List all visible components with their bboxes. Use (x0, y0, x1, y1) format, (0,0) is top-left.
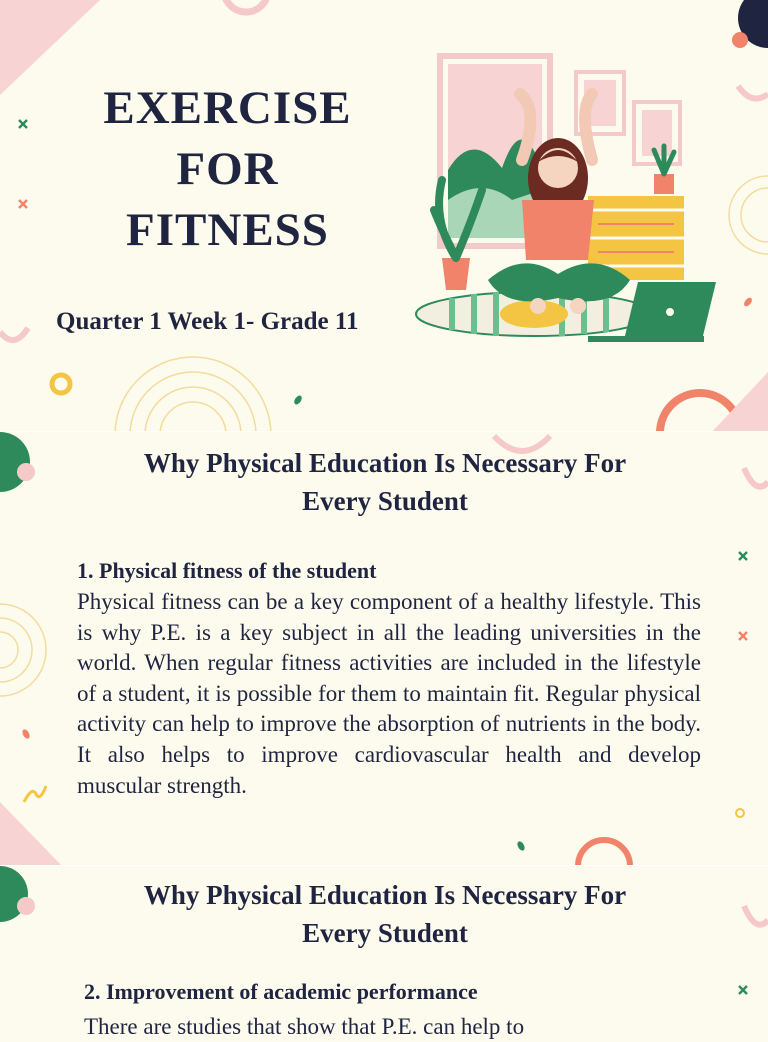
pink-arc-right (734, 80, 768, 110)
yellow-arcs-right (728, 170, 768, 260)
yoga-woman-illustration (412, 50, 722, 350)
yellow-concentric-arcs (105, 355, 280, 435)
yellow-ring-small-icon (733, 806, 747, 820)
pink-arc-right (740, 900, 768, 940)
green-cross-icon (17, 118, 29, 130)
point-title: 1. Physical fitness of the student (77, 558, 377, 583)
pink-arc-left (0, 322, 30, 352)
orange-cross-icon (737, 630, 749, 642)
green-half-circle-left (0, 432, 40, 502)
content-slide-1 (0, 432, 768, 866)
point-title: 2. Improvement of academic performance (84, 979, 478, 1004)
slide-title (60, 78, 395, 261)
orange-leaf-icon (20, 728, 32, 740)
content-slide-2 (0, 866, 768, 1039)
partial-body-text: There are studies that show that P.E. can help to (84, 1014, 525, 1039)
yellow-arcs-left (0, 600, 40, 700)
green-half-circle-left (0, 866, 40, 926)
title-slide (0, 0, 768, 432)
heading-line: Every Student (302, 486, 468, 516)
pink-triangle-bottom-right (710, 372, 768, 434)
green-leaf-icon (292, 394, 304, 406)
orange-cross-icon (17, 198, 29, 210)
title-line: FOR (176, 143, 279, 195)
green-cross-icon (737, 550, 749, 562)
title-line: FITNESS (126, 204, 329, 256)
heading-line: Why Physical Education Is Necessary For (143, 448, 627, 478)
navy-circle-top-right (728, 0, 768, 60)
green-leaf-icon (515, 840, 527, 852)
slide-heading (60, 444, 710, 520)
heading-line: Every Student (302, 918, 468, 948)
pink-triangle-bottom-left (0, 802, 62, 866)
pink-ring-top (216, 0, 276, 30)
orange-arc-bottom (572, 832, 636, 866)
body-paragraph: Physical fitness can be a key component of a healthy lifestyle. This is why P.E. is a key subject in all the leading universities in the world. When regular fitness activities are included in the lifestyle of a student, it is possible for them to maintain fit. Regular physical activity can help to improve the absorption of nutrients in the body. It also helps to improve cardiovascular health and develop muscular strength. (77, 589, 701, 798)
title-line: EXERCISE (103, 82, 352, 134)
orange-leaf-icon (742, 296, 754, 308)
green-cross-icon (737, 984, 749, 996)
heading-line: Why Physical Education Is Necessary For (143, 880, 627, 910)
slide-heading (60, 876, 710, 952)
pink-arc-right (740, 462, 768, 502)
slide-subtitle: Quarter 1 Week 1- Grade 11 (56, 308, 359, 335)
yellow-ring-icon (47, 370, 75, 398)
